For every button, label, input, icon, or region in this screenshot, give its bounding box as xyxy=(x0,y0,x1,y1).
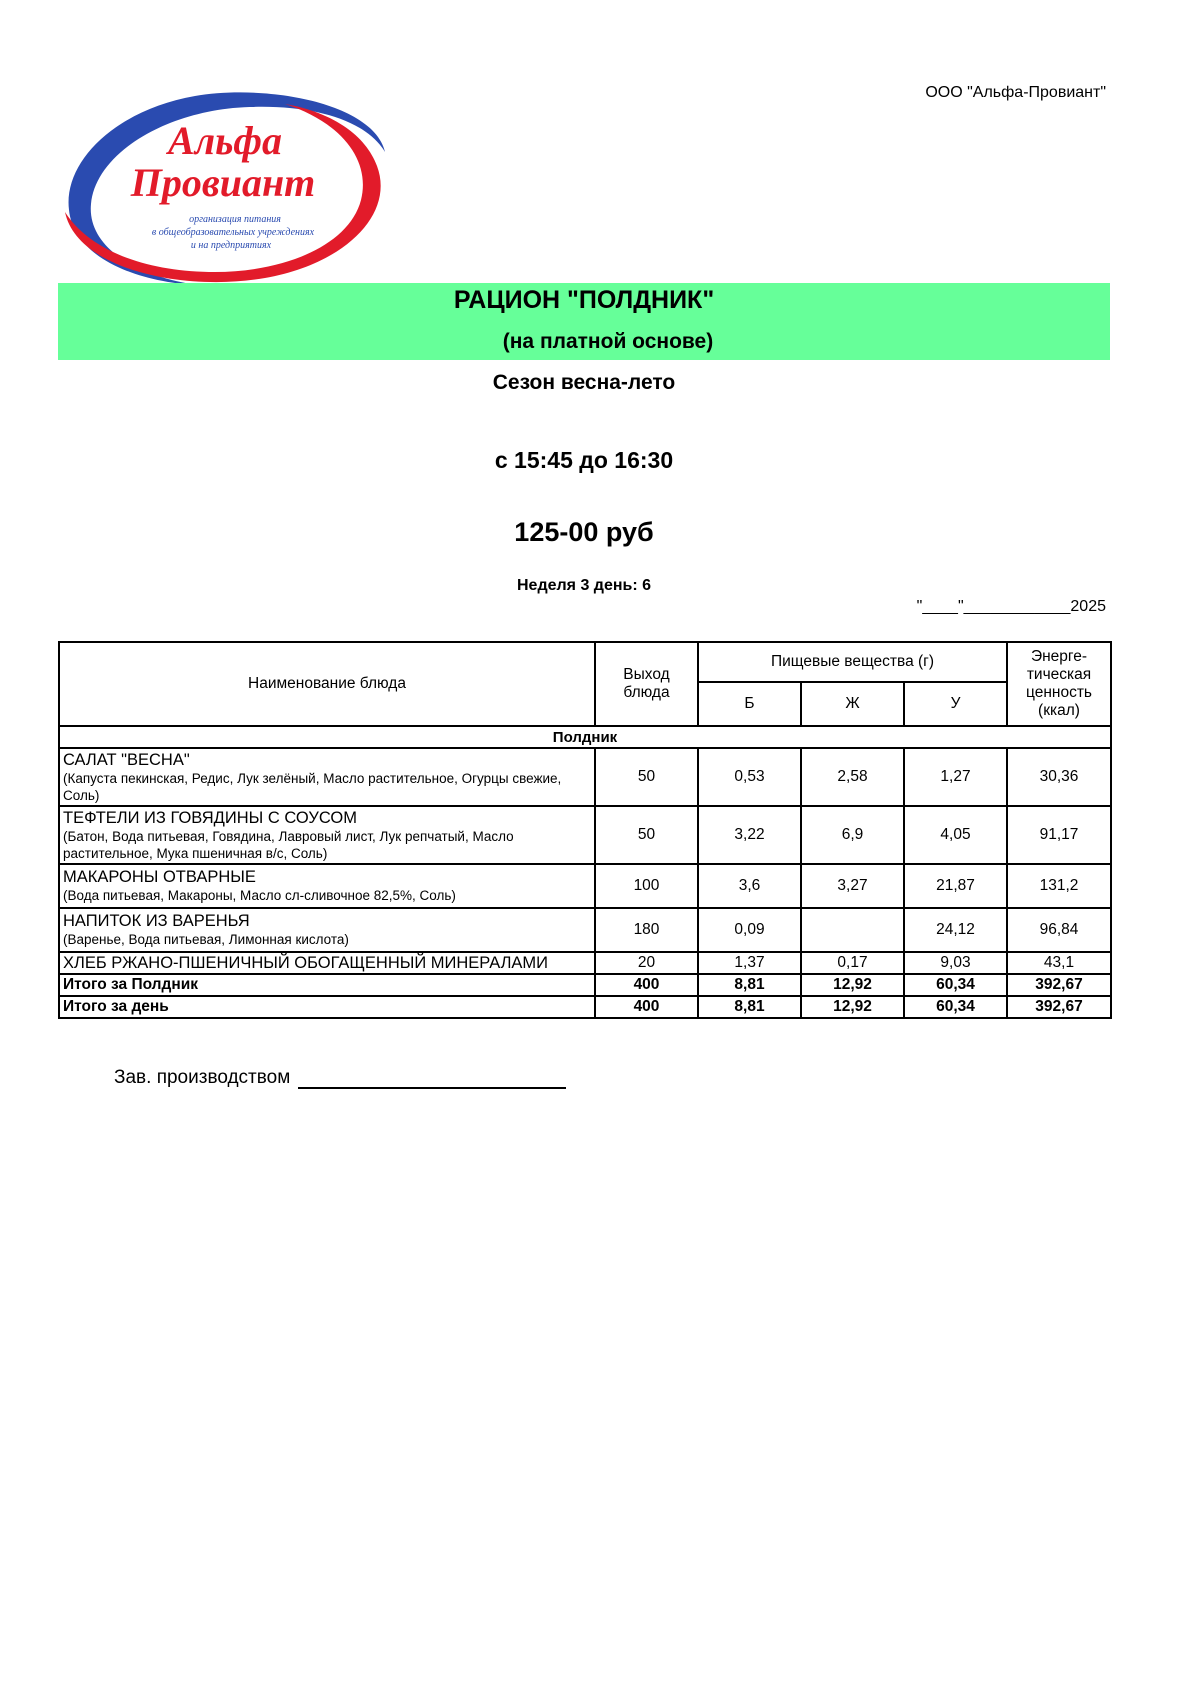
total-kcal: 392,67 xyxy=(1007,996,1111,1018)
dish-b: 1,37 xyxy=(698,952,801,974)
dish-kcal: 43,1 xyxy=(1007,952,1111,974)
dish-name: ТЕФТЕЛИ ИЗ ГОВЯДИНЫ С СОУСОМ xyxy=(63,808,357,827)
total-b: 8,81 xyxy=(698,996,801,1018)
total-u: 60,34 xyxy=(904,996,1007,1018)
total-kcal: 392,67 xyxy=(1007,974,1111,996)
logo-tagline2: в общеобразовательных учреждениях xyxy=(151,227,315,238)
table-row xyxy=(59,952,1111,974)
header-energy: Энерге-тическая ценность (ккал) xyxy=(1007,642,1111,726)
signature-label: Зав. производством xyxy=(114,1067,291,1088)
dish-kcal: 131,2 xyxy=(1007,864,1111,908)
dish-output: 20 xyxy=(595,952,698,974)
dish-u: 24,12 xyxy=(904,908,1007,952)
table-row xyxy=(59,864,1111,908)
total-b: 8,81 xyxy=(698,974,801,996)
dish-zh: 0,17 xyxy=(801,952,904,974)
dish-kcal: 30,36 xyxy=(1007,748,1111,806)
company-logo xyxy=(55,82,391,288)
dish-u: 21,87 xyxy=(904,864,1007,908)
dish-output: 50 xyxy=(595,748,698,806)
dish-kcal: 96,84 xyxy=(1007,908,1111,952)
company-name: ООО "Альфа-Провиант" xyxy=(925,84,1106,101)
total-label: Итого за Полдник xyxy=(59,974,595,996)
dish-ingredients: (Вода питьевая, Макароны, Масло сл-сливочное 82,5%, Соль) xyxy=(63,888,456,903)
header-output: Выход блюда xyxy=(595,642,698,726)
total-output: 400 xyxy=(595,996,698,1018)
total-u: 60,34 xyxy=(904,974,1007,996)
header-nutrients: Пищевые вещества (г) xyxy=(698,642,1007,682)
price: 125-00 руб xyxy=(514,517,654,547)
dish-b: 0,09 xyxy=(698,908,801,952)
dish-output: 100 xyxy=(595,864,698,908)
date-line: "____"____________2025 xyxy=(916,598,1106,615)
dish-output: 50 xyxy=(595,806,698,864)
total-zh: 12,92 xyxy=(801,974,904,996)
menu-table xyxy=(58,641,1112,1019)
page-title: РАЦИОН "ПОЛДНИК" xyxy=(453,286,715,314)
dish-u: 9,03 xyxy=(904,952,1007,974)
page-subtitle: (на платной основе) xyxy=(502,330,714,353)
dish-name: САЛАТ "ВЕСНА" xyxy=(63,750,190,769)
dish-ingredients: (Варенье, Вода питьевая, Лимонная кислота) xyxy=(63,932,349,947)
season: Сезон весна-лето xyxy=(492,371,676,394)
header-b: Б xyxy=(698,682,801,726)
signature-line xyxy=(298,1067,566,1089)
dish-output: 180 xyxy=(595,908,698,952)
dish-zh: 2,58 xyxy=(801,748,904,806)
total-row xyxy=(59,974,1111,996)
table-row xyxy=(59,748,1111,806)
serving-time: с 15:45 до 16:30 xyxy=(494,447,674,473)
dish-b: 3,6 xyxy=(698,864,801,908)
logo-line2: Провиант xyxy=(130,160,316,205)
header-name: Наименование блюда xyxy=(59,642,595,726)
dish-b: 0,53 xyxy=(698,748,801,806)
total-label: Итого за день xyxy=(59,996,595,1018)
header-zh: Ж xyxy=(801,682,904,726)
dish-ingredients: (Батон, Вода питьевая, Говядина, Лавровый лист, Лук репчатый, Масло растительное, Мука пшеничная в/с, Соль) xyxy=(63,828,514,861)
logo-tagline1: организация питания xyxy=(189,214,281,225)
dish-zh: 6,9 xyxy=(801,806,904,864)
logo-tagline3: и на предприятиях xyxy=(190,240,272,251)
table-row xyxy=(59,806,1111,864)
dish-name: ХЛЕБ РЖАНО-ПШЕНИЧНЫЙ ОБОГАЩЕННЫЙ МИНЕРАЛАМИ xyxy=(63,953,549,972)
signature-block xyxy=(114,1067,566,1089)
total-row xyxy=(59,996,1111,1018)
header-u: У xyxy=(904,682,1007,726)
section-title: Полдник xyxy=(59,726,1111,748)
table-row xyxy=(59,908,1111,952)
total-output: 400 xyxy=(595,974,698,996)
dish-name: НАПИТОК ИЗ ВАРЕНЬЯ xyxy=(63,912,250,930)
total-zh: 12,92 xyxy=(801,996,904,1018)
dish-b: 3,22 xyxy=(698,806,801,864)
week-day: Неделя 3 день: 6 xyxy=(516,577,652,594)
dish-zh: 3,27 xyxy=(801,864,904,908)
dish-kcal: 91,17 xyxy=(1007,806,1111,864)
logo-line1: Альфа xyxy=(167,118,283,163)
dish-name: МАКАРОНЫ ОТВАРНЫЕ xyxy=(63,868,256,886)
dish-ingredients: (Капуста пекинская, Редис, Лук зелёный, Масло растительное, Огурцы свежие, Соль) xyxy=(63,770,562,803)
dish-u: 4,05 xyxy=(904,806,1007,864)
dish-zh xyxy=(801,908,904,952)
dish-u: 1,27 xyxy=(904,748,1007,806)
